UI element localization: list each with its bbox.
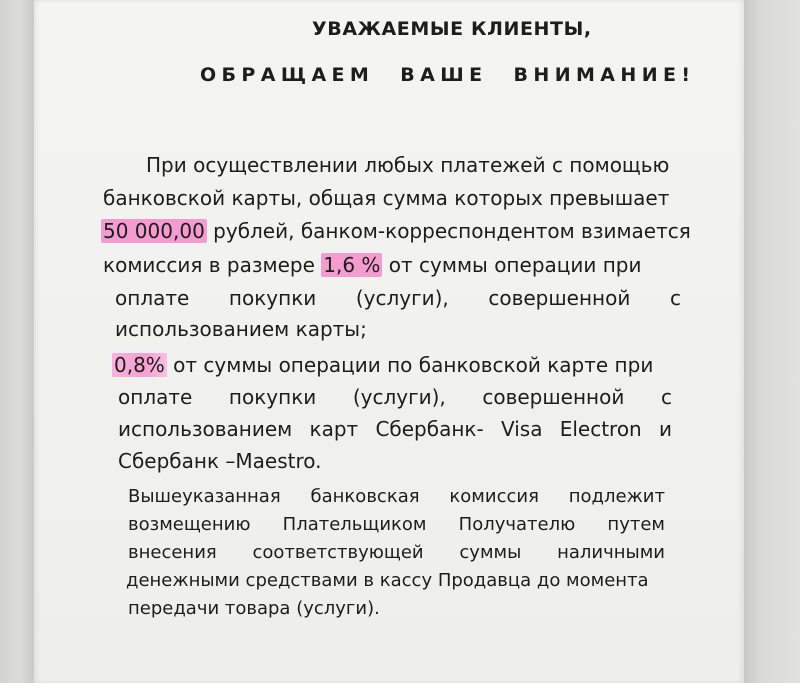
notice-title: УВАЖАЕМЫЕ КЛИЕНТЫ, — [312, 18, 592, 40]
word: (услуги), — [355, 286, 449, 310]
highlight-amount: 50 000,00 — [103, 219, 205, 243]
highlight-percent-16: 1,6 % — [323, 253, 381, 277]
word: покупки — [228, 286, 317, 310]
word: Visa — [500, 417, 543, 441]
word: покупки — [228, 385, 317, 409]
word: и — [658, 417, 672, 441]
para1-line1: При осуществлении любых платежей с помощью — [146, 153, 670, 177]
word: соответствующей — [252, 542, 424, 563]
word: наличными — [557, 542, 665, 563]
word: с — [669, 286, 681, 310]
para1-line3 — [101, 218, 691, 244]
para2-line3 — [118, 416, 672, 442]
word: использованием — [118, 417, 293, 441]
word: оплате — [118, 385, 193, 409]
word: карт — [309, 417, 359, 441]
word: банковская — [310, 486, 420, 507]
word: Вышеуказанная — [128, 486, 281, 507]
wall-right — [744, 0, 800, 683]
word: Electron — [559, 417, 642, 441]
para1-line2: банковской карты, общая сумма которых превышает — [103, 186, 670, 210]
para2-line4: Сбербанк –Maestro. — [118, 449, 322, 473]
word: Получателю — [458, 514, 576, 535]
para3-line3 — [128, 541, 665, 565]
para2-line1 — [112, 352, 653, 378]
para3-line4: денежными средствами в кассу Продавца до момента — [126, 570, 649, 591]
para3-line5: передачи товара (услуги). — [128, 598, 380, 619]
para2-line1-text: от суммы операции по банковской карте при — [173, 353, 654, 377]
para1-line6: использованием карты; — [115, 317, 367, 341]
notice-subtitle: ОБРАЩАЕМ ВАШЕ ВНИМАНИЕ! — [200, 64, 696, 86]
word: Плательщиком — [282, 514, 427, 535]
word: комиссия — [449, 486, 539, 507]
word: совершенной — [482, 385, 625, 409]
para3-line2 — [128, 513, 665, 537]
word: (услуги), — [352, 385, 446, 409]
highlight-percent-08: 0,8% — [114, 353, 165, 377]
word: возмещению — [128, 514, 251, 535]
word: Сбербанк- — [375, 417, 484, 441]
word: внесения — [128, 542, 217, 563]
para3-line1 — [128, 485, 665, 509]
word: с — [660, 385, 672, 409]
word: совершенной — [488, 286, 631, 310]
word: оплате — [115, 286, 190, 310]
para1-line4-start: комиссия в размере — [103, 253, 315, 277]
word: подлежит — [568, 486, 665, 507]
word: суммы — [459, 542, 522, 563]
wall-left — [0, 0, 34, 683]
para1-line4 — [103, 252, 642, 278]
para1-line3-text: рублей, банком-корреспондентом взимается — [213, 219, 691, 243]
word: путем — [607, 514, 665, 535]
para1-line5 — [115, 285, 681, 311]
para2-line2 — [118, 384, 672, 410]
para1-line4-rest: от суммы операции при — [388, 253, 642, 277]
